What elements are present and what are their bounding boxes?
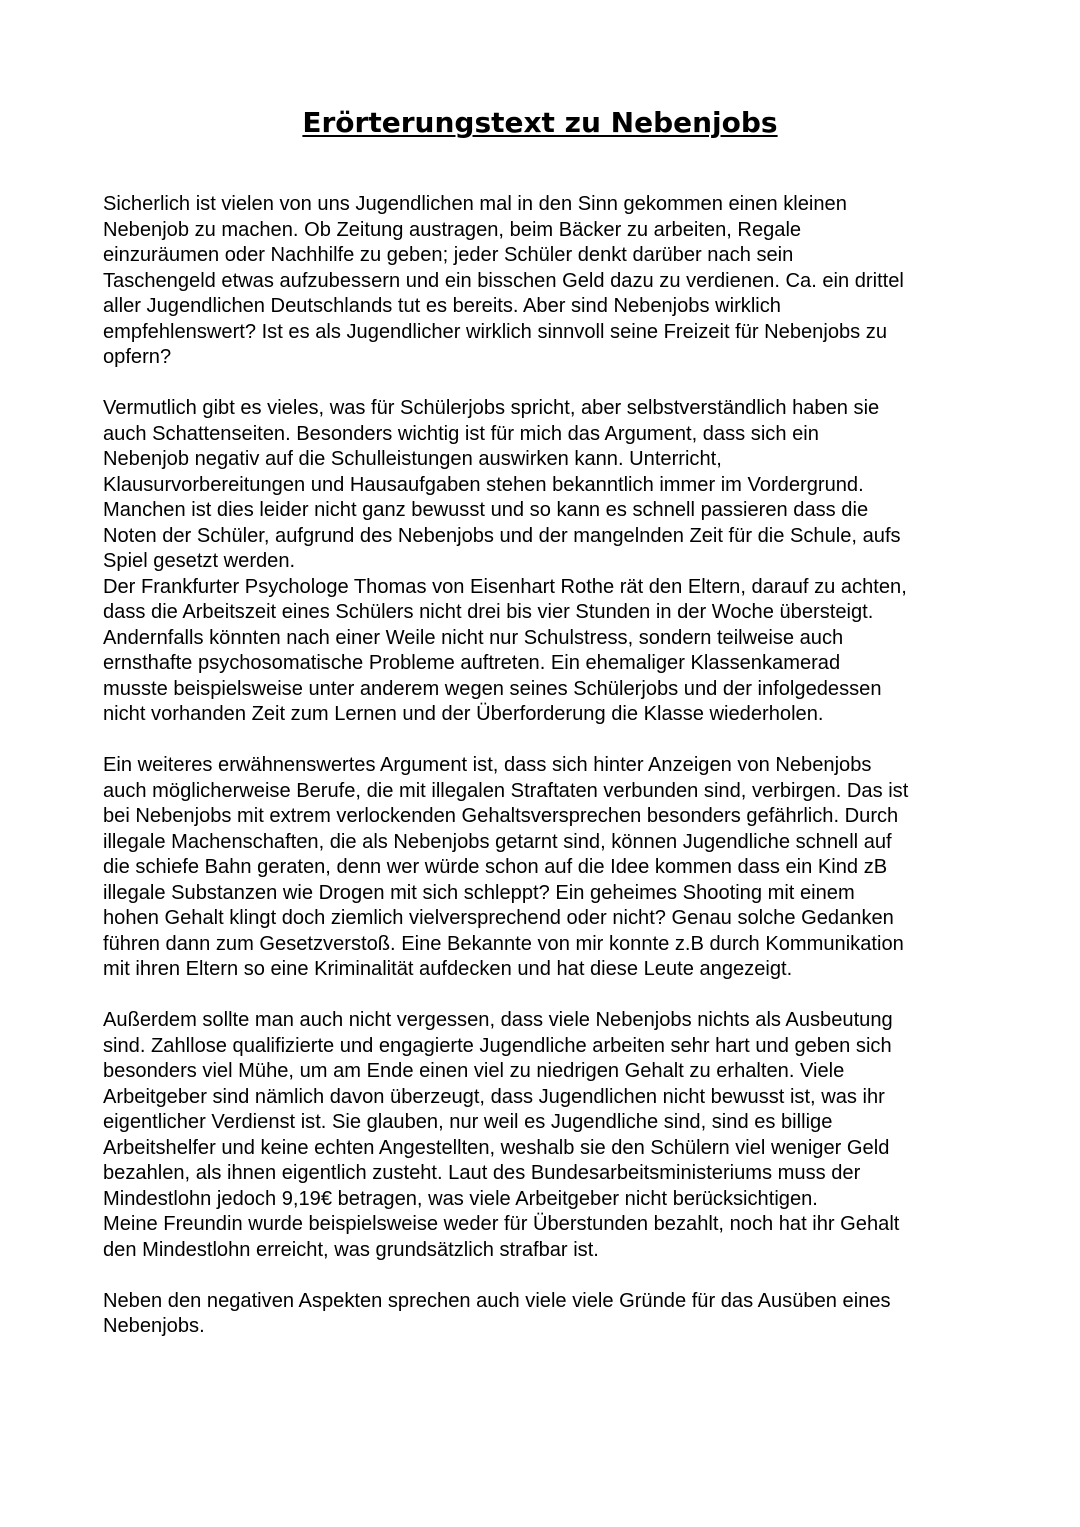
text-line: illegale Substanzen wie Drogen mit sich schleppt? Ein geheimes Shooting mit einem [103, 881, 855, 904]
text-line: Neben den negativen Aspekten sprechen auch viele viele Gründe für das Ausüben eines [103, 1289, 891, 1312]
text-line: Nebenjobs. [103, 1315, 205, 1337]
body-paragraph [103, 192, 983, 371]
text-line: Mindestlohn jedoch 9,19€ betragen, was viele Arbeitgeber nicht berücksichtigen. [103, 1187, 818, 1210]
text-line: Außerdem sollte man auch nicht vergessen, dass viele Nebenjobs nichts als Ausbeutung [103, 1009, 893, 1031]
text-line: Andernfalls könnten nach einer Weile nicht nur Schulstress, sondern teilweise auch [103, 626, 844, 649]
body-paragraph [103, 1212, 983, 1263]
text-line: bezahlen, als ihnen eigentlich zusteht. Laut des Bundesarbeitsministeriums muss der [103, 1162, 861, 1184]
document-title: Erörterungstext zu Nebenjobs [302, 106, 778, 139]
text-line: Arbeitshelfer und keine echten Angestellten, weshalb sie den Schülern viel weniger Geld [103, 1136, 890, 1159]
text-line: Vermutlich gibt es vieles, was für Schülerjobs spricht, aber selbstverständlich haben sie [103, 397, 880, 419]
text-line: hohen Gehalt klingt doch ziemlich vielversprechend oder nicht? Genau solche Gedanken [103, 907, 894, 929]
text-line: Nebenjob negativ auf die Schulleistungen auswirken kann. Unterricht, [103, 448, 722, 470]
text-line: Taschengeld etwas aufzubessern und ein bisschen Geld dazu zu verdienen. Ca. ein drittel [103, 269, 904, 292]
body-paragraph [103, 575, 983, 728]
text-line: führen dann zum Gesetzverstoß. Eine Bekannte von mir konnte z.B durch Kommunikation [103, 932, 904, 955]
text-line: illegale Machenschaften, die als Nebenjobs getarnt sind, können Jugendliche schnell auf [103, 830, 892, 853]
text-line: opfern? [103, 346, 172, 368]
text-line: Ein weiteres erwähnenswertes Argument ist, dass sich hinter Anzeigen von Nebenjobs [103, 754, 872, 776]
document-body [103, 192, 983, 1365]
text-line: Der Frankfurter Psychologe Thomas von Eisenhart Rothe rät den Eltern, darauf zu achten, [103, 575, 907, 598]
text-line: nicht vorhanden Zeit zum Lernen und der Überforderung die Klasse wiederholen. [103, 703, 824, 725]
body-paragraph [103, 1008, 983, 1212]
text-line: Noten der Schüler, aufgrund des Nebenjobs und der mangelnden Zeit für die Schule, aufs [103, 524, 901, 547]
text-line: Manchen ist dies leider nicht ganz bewusst und so kann es schnell passieren dass die [103, 499, 869, 521]
text-line: aller Jugendlichen Deutschlands tut es bereits. Aber sind Nebenjobs wirklich [103, 295, 781, 317]
text-line: Sicherlich ist vielen von uns Jugendlichen mal in den Sinn gekommen einen kleinen [103, 193, 847, 215]
text-line: ernsthafte psychosomatische Probleme auftreten. Ein ehemaliger Klassenkamerad [103, 652, 841, 674]
text-line: dass die Arbeitszeit eines Schülers nicht drei bis vier Stunden in der Woche übersteigt. [103, 601, 874, 623]
text-line: bei Nebenjobs mit extrem verlockenden Gehaltsversprechen besonders gefährlich. Durch [103, 805, 899, 827]
text-line: auch möglicherweise Berufe, die mit illegalen Straftaten verbunden sind, verbirgen. Das ist [103, 779, 909, 802]
text-line: einzuräumen oder Nachhilfe zu geben; jeder Schüler denkt darüber nach sein [103, 244, 794, 266]
text-line: empfehlenswert? Ist es als Jugendlicher wirklich sinnvoll seine Freizeit für Nebenjobs zu [103, 320, 888, 343]
text-line: den Mindestlohn erreicht, was grundsätzlich strafbar ist. [103, 1238, 599, 1261]
text-line: Arbeitgeber sind nämlich davon überzeugt, dass Jugendlichen nicht bewusst ist, was ihr [103, 1085, 885, 1108]
text-line: mit ihren Eltern so eine Kriminalität aufdecken und hat diese Leute angezeigt. [103, 958, 793, 980]
text-line: die schiefe Bahn geraten, denn wer würde schon auf die Idee kommen dass ein Kind zB [103, 856, 888, 878]
body-paragraph [103, 1289, 983, 1340]
text-line: Meine Freundin wurde beispielsweise weder für Überstunden bezahlt, noch hat ihr Gehalt [103, 1213, 900, 1235]
text-line: sind. Zahllose qualifizierte und engagierte Jugendliche arbeiten sehr hart und geben sich [103, 1034, 892, 1057]
text-line: musste beispielsweise unter anderem wegen seines Schülerjobs und der infolgedessen [103, 677, 882, 700]
text-line: Nebenjob zu machen. Ob Zeitung austragen, beim Bäcker zu arbeiten, Regale [103, 218, 802, 241]
text-line: eigentlicher Verdienst ist. Sie glauben, nur weil es Jugendliche sind, sind es billige [103, 1111, 833, 1133]
body-paragraph [103, 753, 983, 983]
text-line: auch Schattenseiten. Besonders wichtig ist für mich das Argument, dass sich ein [103, 422, 819, 445]
text-line: Klausurvorbereitungen und Hausaufgaben stehen bekanntlich immer im Vordergrund. [103, 473, 864, 496]
text-line: besonders viel Mühe, um am Ende einen viel zu niedrigen Gehalt zu erhalten. Viele [103, 1060, 845, 1082]
text-line: Spiel gesetzt werden. [103, 550, 296, 572]
body-paragraph [103, 396, 983, 575]
